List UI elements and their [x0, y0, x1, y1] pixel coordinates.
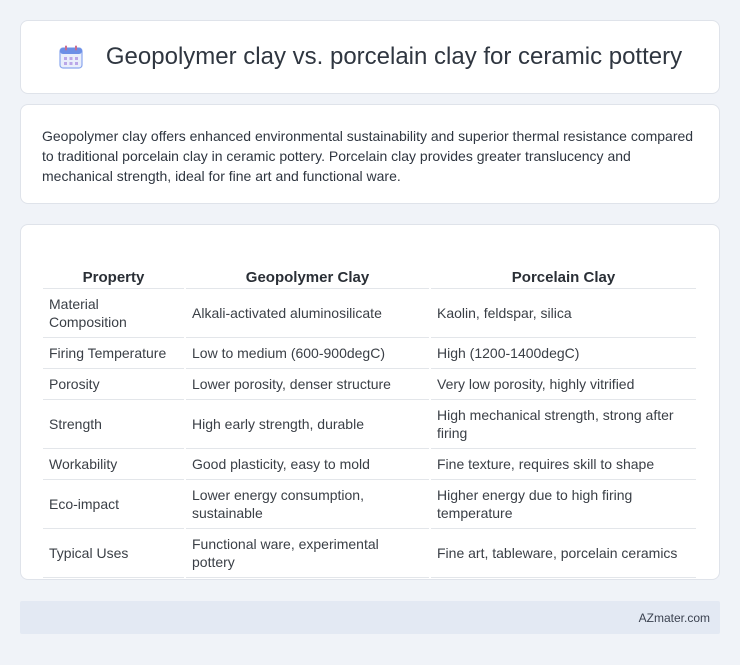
column-header-porcelain: Porcelain Clay: [431, 245, 696, 289]
table-cell: Low to medium (600-900degC): [186, 338, 429, 369]
table-cell: High mechanical strength, strong after firing: [431, 400, 696, 449]
table-cell: Very low porosity, highly vitrified: [431, 369, 696, 400]
calendar-icon: [58, 44, 84, 70]
table-cell: Lower energy consumption, sustainable: [186, 480, 429, 529]
intro-text: Geopolymer clay offers enhanced environmental sustainability and superior thermal resistance compared to traditional porcelain clay in ceramic pottery. Porcelain clay provides greater translucency and mechanical strength, ideal for fine art and functional ware.: [42, 128, 694, 184]
table-cell: Fine art, tableware, porcelain ceramics: [431, 529, 696, 578]
table-row: [43, 529, 696, 578]
table-cell: Typical Uses: [43, 529, 184, 578]
table-cell: Higher energy due to high firing temperature: [431, 480, 696, 529]
table-cell: Fine texture, requires skill to shape: [431, 449, 696, 480]
table-row: [43, 400, 696, 449]
table-cell: Lower porosity, denser structure: [186, 369, 429, 400]
column-header-property: Property: [43, 245, 184, 289]
table-cell: Material Composition: [43, 289, 184, 338]
table-cell: High (1200-1400degC): [431, 338, 696, 369]
footer-bar: [20, 601, 720, 634]
table-row: [43, 480, 696, 529]
footer-brand: AZmater.com: [638, 610, 710, 625]
table-cell: Kaolin, feldspar, silica: [431, 289, 696, 338]
table-cell: Workability: [43, 449, 184, 480]
table-cell: Functional ware, experimental pottery: [186, 529, 429, 578]
comparison-table: [41, 245, 698, 578]
table-row: [43, 369, 696, 400]
table-row: [43, 338, 696, 369]
title-card: [20, 20, 720, 94]
table-cell: Eco-impact: [43, 480, 184, 529]
table-cell: Alkali-activated aluminosilicate: [186, 289, 429, 338]
table-cell: Good plasticity, easy to mold: [186, 449, 429, 480]
table-row: [43, 449, 696, 480]
table-header-row: [43, 245, 696, 289]
page-title: Geopolymer clay vs. porcelain clay for ceramic pottery: [105, 43, 683, 70]
intro-card: [20, 104, 720, 204]
table-row: [43, 289, 696, 338]
comparison-card: [20, 224, 720, 580]
column-header-geopolymer: Geopolymer Clay: [186, 245, 429, 289]
table-cell: Porosity: [43, 369, 184, 400]
table-cell: Strength: [43, 400, 184, 449]
table-cell: Firing Temperature: [43, 338, 184, 369]
table-cell: High early strength, durable: [186, 400, 429, 449]
